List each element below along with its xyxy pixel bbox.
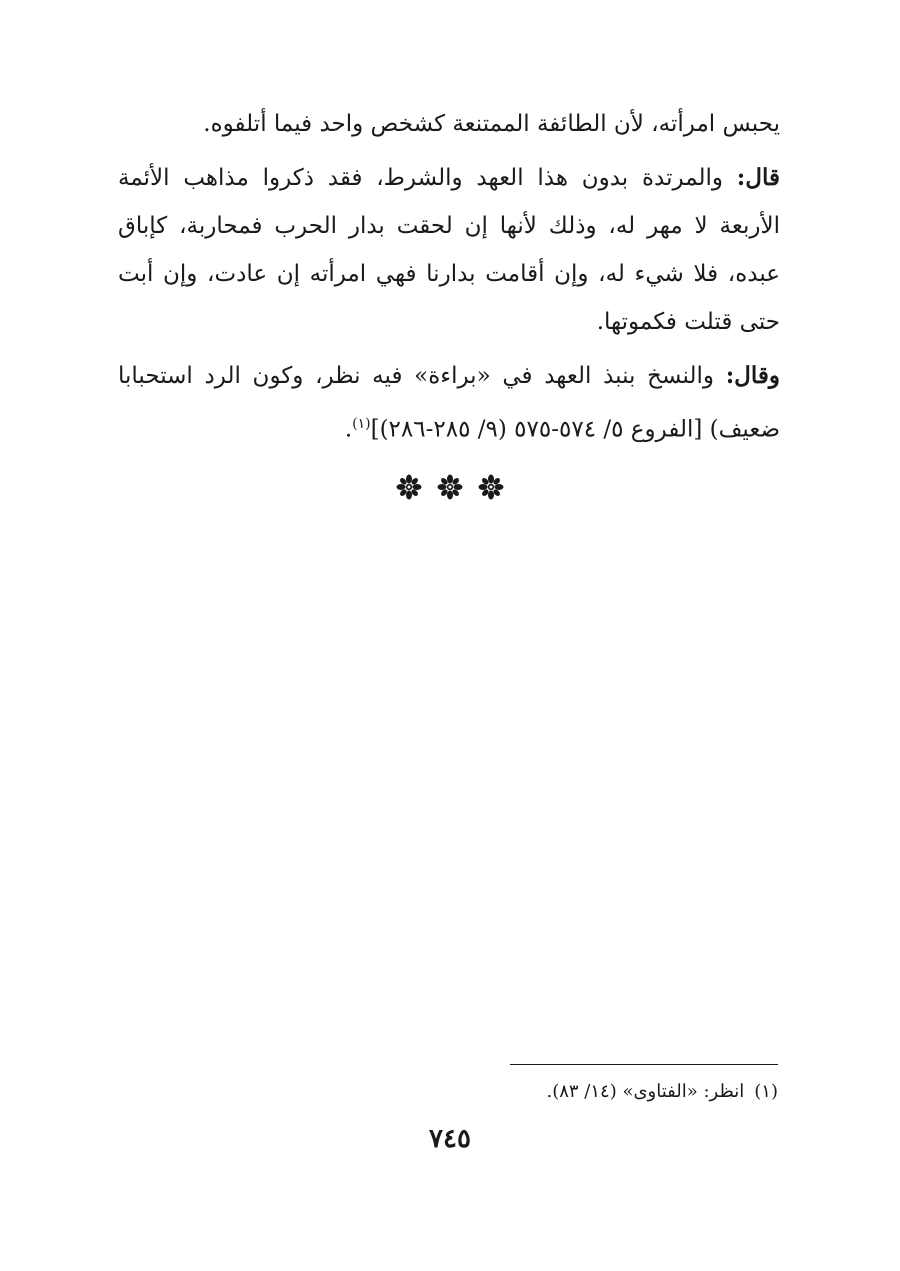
paragraph-3-text: والنسخ بنبذ العهد في «براءة» فيه نظر، وكون الرد استحبابا ضعيف) [الفروع ٥/ ٥٧٤-٥٧٥ (٩/ ٢٨٥-٢٨٦)]	[118, 363, 780, 443]
paragraph-3-end: .	[344, 416, 353, 443]
page-number: ٧٤٥	[429, 1124, 471, 1154]
paragraph-2-text: والمرتدة بدون هذا العهد والشرط، فقد ذكروا مذاهب الأئمة الأربعة لا مهر له، وذلك لأنها إن لحقت بدار الحرب فمحاربة، كإباق عبده، فلا شيء له، وإن أقامت بدارنا فهي امرأته إن عادت، وإن أبت حتى قتلت فكموتها.	[118, 165, 780, 335]
footnote-text: انظر: «الفتاوى» (١٤/ ٨٣).	[546, 1081, 745, 1102]
flower-ornament-icon	[396, 474, 422, 500]
footnote-separator	[510, 1064, 778, 1065]
paragraph-2	[118, 154, 780, 346]
paragraph-3-lead: وقال:	[725, 362, 780, 389]
footnote-reference[interactable]: (١)	[352, 416, 371, 432]
flower-ornament-icon	[478, 474, 504, 500]
section-divider-ornaments	[0, 474, 900, 500]
page-body	[118, 100, 780, 460]
flower-ornament-icon	[437, 474, 463, 500]
paragraph-2-lead: قال:	[736, 164, 780, 191]
paragraph-1: يحبس امرأته، لأن الطائفة الممتنعة كشخص واحد فيما أتلفوه.	[203, 111, 780, 137]
paragraph-3	[118, 352, 780, 454]
footnote	[546, 1078, 778, 1106]
footnote-number: (١)	[754, 1081, 778, 1102]
